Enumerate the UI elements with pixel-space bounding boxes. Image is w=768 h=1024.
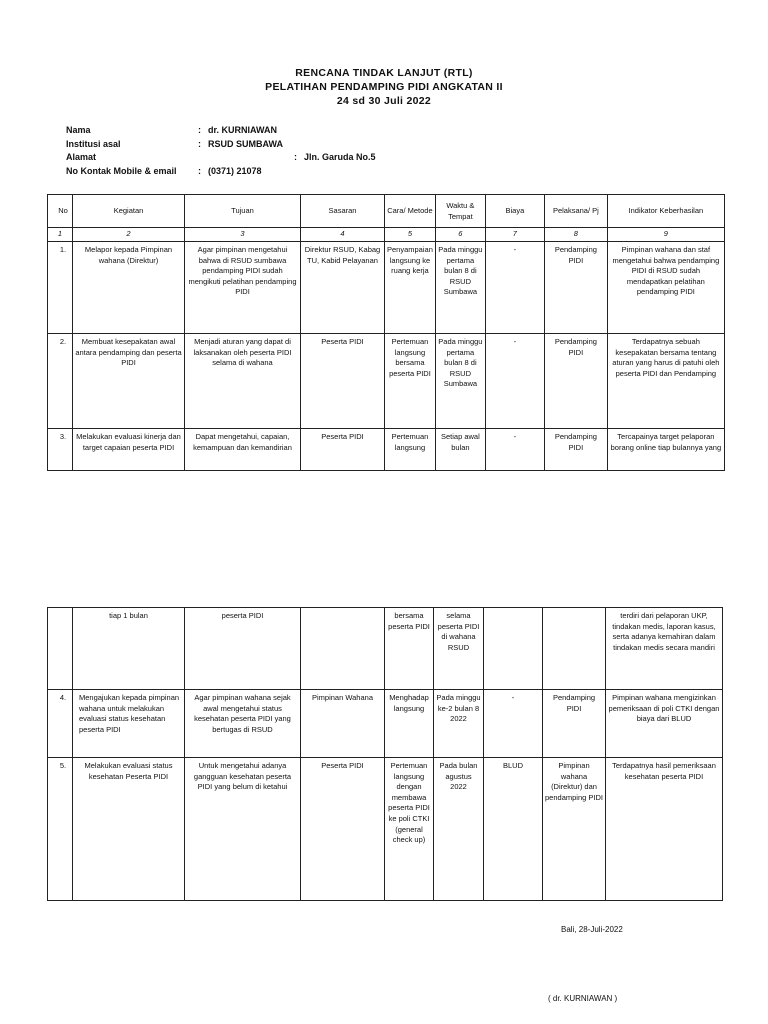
info-label: Institusi asal bbox=[66, 138, 121, 149]
cell-tujuan: Dapat mengetahui, capaian, kemampuan dan kemandirian bbox=[185, 429, 301, 471]
cell-kegiatan: Melakukan evaluasi kinerja dan target capaian peserta PIDI bbox=[73, 429, 185, 471]
cell-kegiatan: Melakukan evaluasi status kesehatan Peserta PIDI bbox=[73, 758, 185, 901]
column-number: 5 bbox=[385, 228, 436, 242]
cell-metode: Pertemuan langsung dengan membawa peserta PIDI ke poli CTKI (general check up) bbox=[385, 758, 434, 901]
participant-info bbox=[66, 124, 466, 178]
info-value: Jln. Garuda No.5 bbox=[304, 152, 376, 162]
document-title: RENCANA TINDAK LANJUT (RTL) bbox=[295, 67, 473, 79]
cell-waktu-tempat: Setiap awal bulan bbox=[435, 429, 485, 471]
cell-waktu-tempat: Pada minggu pertama bulan 8 di RSUD Sumbawa bbox=[435, 334, 485, 429]
cell-pelaksana: Pendamping PIDI bbox=[544, 334, 607, 429]
table-header-row bbox=[48, 195, 725, 228]
cell-biaya: - bbox=[484, 690, 543, 758]
info-value: RSUD SUMBAWA bbox=[208, 138, 284, 149]
column-number-row bbox=[48, 228, 725, 242]
cell-indikator: Tercapainya target pelaporan borang online tiap bulannya yang bbox=[607, 429, 724, 471]
header-sasaran: Sasaran bbox=[301, 195, 385, 228]
cell-pelaksana: Pendamping PIDI bbox=[544, 429, 607, 471]
cell-waktu-tempat: selama peserta PIDI di wahana RSUD bbox=[434, 608, 484, 690]
header-pelaksana: Pelaksana/ Pj bbox=[544, 195, 607, 228]
header-metode: Cara/ Metode bbox=[385, 195, 436, 228]
training-title: PELATIHAN PENDAMPING PIDI ANGKATAN II bbox=[265, 81, 503, 93]
column-number: 1 bbox=[48, 228, 73, 242]
table-row bbox=[48, 242, 725, 334]
cell-sasaran: Peserta PIDI bbox=[301, 334, 385, 429]
cell-metode: Penyampaian langsung ke ruang kerja bbox=[385, 242, 436, 334]
info-colon: : bbox=[294, 152, 297, 162]
info-label: No Kontak Mobile & email bbox=[66, 165, 177, 176]
cell-waktu-tempat: Pada minggu pertama bulan 8 di RSUD Sumbawa bbox=[435, 242, 485, 334]
rtl-table-page-2 bbox=[47, 607, 723, 901]
table-row bbox=[48, 758, 723, 901]
column-number: 4 bbox=[301, 228, 385, 242]
cell-indikator: terdiri dari pelaporan UKP, tindakan medis, laporan kasus, serta adanya kemahiran dalam tindakan medis secara mandiri bbox=[606, 608, 723, 690]
table-row bbox=[48, 608, 723, 690]
cell-kegiatan: Membuat kesepakatan awal antara pendamping dan peserta PIDI bbox=[73, 334, 185, 429]
header-tujuan: Tujuan bbox=[185, 195, 301, 228]
cell-no: 1. bbox=[48, 242, 73, 334]
cell-no: 3. bbox=[48, 429, 73, 471]
info-colon: : bbox=[198, 165, 201, 176]
cell-waktu-tempat: Pada minggu ke-2 bulan 8 2022 bbox=[434, 690, 484, 758]
info-colon: : bbox=[198, 138, 201, 149]
cell-tujuan: peserta PIDI bbox=[185, 608, 301, 690]
rtl-table-page-1 bbox=[47, 194, 725, 471]
info-row-address bbox=[66, 151, 466, 165]
column-number: 9 bbox=[607, 228, 724, 242]
header-indikator: Indikator Keberhasilan bbox=[607, 195, 724, 228]
cell-biaya: - bbox=[485, 242, 544, 334]
column-number: 7 bbox=[485, 228, 544, 242]
signature-name: ( dr. KURNIAWAN ) bbox=[548, 994, 618, 1003]
header-biaya: Biaya bbox=[485, 195, 544, 228]
cell-no: 4. bbox=[48, 690, 73, 758]
column-number: 2 bbox=[73, 228, 185, 242]
cell-no: 5. bbox=[48, 758, 73, 901]
cell-waktu-tempat: Pada bulan agustus 2022 bbox=[434, 758, 484, 901]
training-dates: 24 sd 30 Juli 2022 bbox=[336, 95, 432, 107]
cell-kegiatan: tiap 1 bulan bbox=[73, 608, 185, 690]
info-row-contact bbox=[66, 165, 466, 179]
cell-tujuan: Untuk mengetahui adanya gangguan kesehatan peserta PIDI yang belum di ketahui bbox=[185, 758, 301, 901]
cell-biaya: BLUD bbox=[484, 758, 543, 901]
cell-tujuan: Menjadi aturan yang dapat di laksanakan oleh peserta PIDI selama di wahana bbox=[185, 334, 301, 429]
table-row bbox=[48, 690, 723, 758]
cell-pelaksana bbox=[543, 608, 606, 690]
cell-biaya bbox=[484, 608, 543, 690]
cell-metode: Pertemuan langsung bersama peserta PIDI bbox=[385, 334, 436, 429]
header-kegiatan: Kegiatan bbox=[73, 195, 185, 228]
cell-metode: Pertemuan langsung bbox=[385, 429, 436, 471]
cell-pelaksana: Pendamping PIDI bbox=[543, 690, 606, 758]
document-header bbox=[0, 66, 768, 108]
header-no: No bbox=[48, 195, 73, 228]
cell-kegiatan: Melapor kepada Pimpinan wahana (Direktur) bbox=[73, 242, 185, 334]
cell-sasaran: Direktur RSUD, Kabag TU, Kabid Pelayanan bbox=[301, 242, 385, 334]
cell-metode: bersama peserta PIDI bbox=[385, 608, 434, 690]
cell-sasaran: Peserta PIDI bbox=[301, 758, 385, 901]
cell-indikator: Pimpinan wahana mengizinkan pemeriksaan di poli CTKI dengan biaya dari BLUD bbox=[606, 690, 723, 758]
cell-tujuan: Agar pimpinan mengetahui bahwa di RSUD sumbawa pendamping PIDI sudah mengikuti pelatihan pendamping PIDI bbox=[185, 242, 301, 334]
cell-biaya: - bbox=[485, 334, 544, 429]
signature-date: Bali, 28-Juli-2022 bbox=[561, 925, 623, 934]
cell-metode: Menghadap langsung bbox=[385, 690, 434, 758]
cell-kegiatan: Mengajukan kepada pimpinan wahana untuk melakukan evaluasi status kesehatan peserta PIDI bbox=[73, 690, 185, 758]
cell-sasaran bbox=[301, 608, 385, 690]
info-label: Alamat bbox=[66, 152, 97, 162]
cell-indikator: Pimpinan wahana dan staf mengetahui bahwa pendamping PIDI di RSUD sudah mendapatkan pelatihan pendamping PIDI bbox=[607, 242, 724, 334]
cell-sasaran: Pimpinan Wahana bbox=[301, 690, 385, 758]
info-row-institution bbox=[66, 138, 466, 152]
cell-tujuan: Agar pimpinan wahana sejak awal mengetahui status kesehatan peserta PIDI yang bertugas di RSUD bbox=[185, 690, 301, 758]
cell-biaya: - bbox=[485, 429, 544, 471]
column-number: 3 bbox=[185, 228, 301, 242]
cell-pelaksana: Pimpinan wahana (Direktur) dan pendamping PIDI bbox=[543, 758, 606, 901]
table-row bbox=[48, 429, 725, 471]
info-value: dr. KURNIAWAN bbox=[208, 125, 278, 135]
cell-no bbox=[48, 608, 73, 690]
cell-sasaran: Peserta PIDI bbox=[301, 429, 385, 471]
info-row-name bbox=[66, 124, 466, 138]
info-label: Nama bbox=[66, 125, 91, 135]
cell-no: 2. bbox=[48, 334, 73, 429]
column-number: 6 bbox=[435, 228, 485, 242]
cell-indikator: Terdapatnya hasil pemeriksaan kesehatan peserta PIDI bbox=[606, 758, 723, 901]
cell-pelaksana: Pendamping PIDI bbox=[544, 242, 607, 334]
column-number: 8 bbox=[544, 228, 607, 242]
cell-indikator: Terdapatnya sebuah kesepakatan bersama tentang aturan yang harus di patuhi oleh peserta PIDI dan Pendamping bbox=[607, 334, 724, 429]
header-waktu-tempat: Waktu & Tempat bbox=[435, 195, 485, 228]
info-value: (0371) 21078 bbox=[208, 165, 262, 176]
info-colon: : bbox=[198, 125, 201, 135]
table-row bbox=[48, 334, 725, 429]
